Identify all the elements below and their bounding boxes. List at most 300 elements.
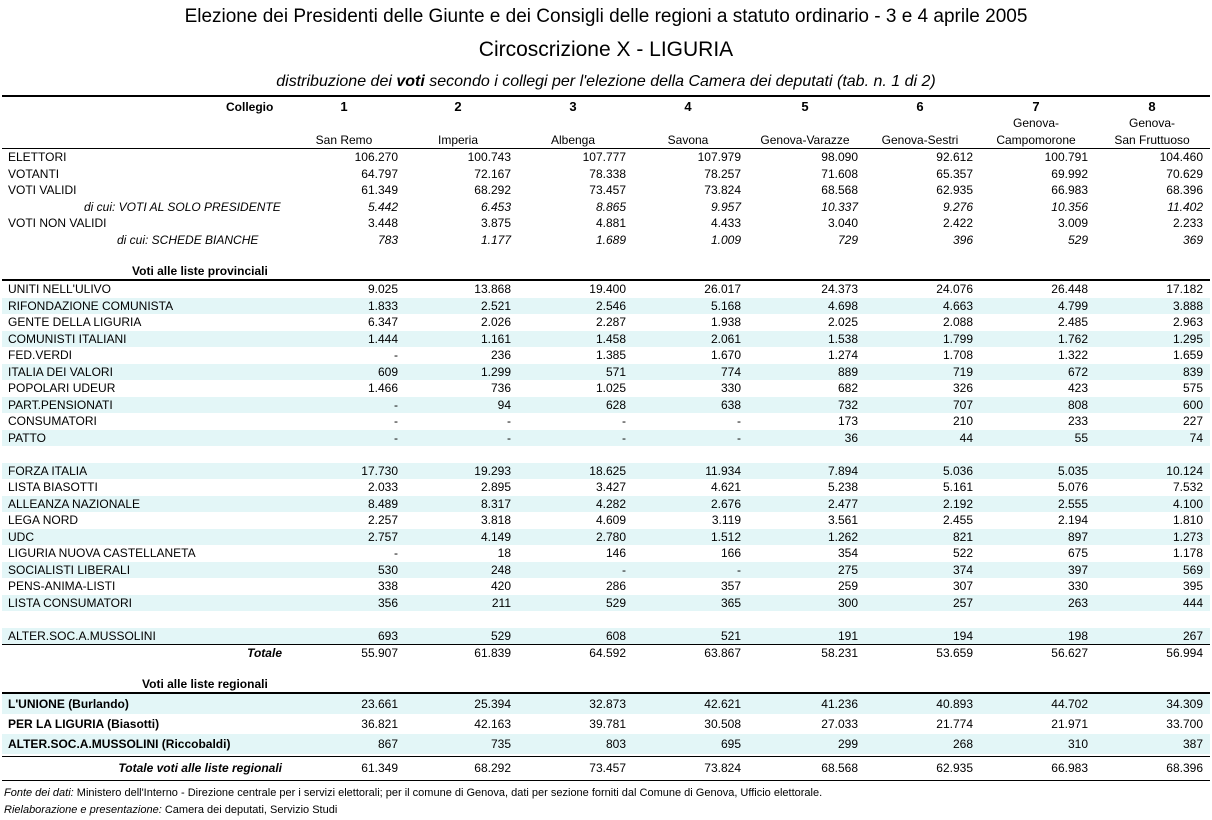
row-value: 675 — [1067, 546, 1088, 560]
row-value: 2.780 — [595, 529, 626, 544]
row-value: 286 — [605, 579, 626, 593]
row-value: 330 — [720, 381, 741, 395]
row-value: 68.396 — [1166, 761, 1203, 775]
row-label: UDC — [8, 529, 34, 544]
row-value: 2.963 — [1172, 315, 1203, 329]
row-value: 7.532 — [1172, 480, 1203, 494]
row-value: 2.033 — [367, 480, 398, 494]
row-value: 395 — [1182, 579, 1203, 593]
row-value: 387 — [1182, 737, 1203, 751]
row-value: 166 — [720, 546, 741, 560]
provincial-row — [2, 298, 1210, 315]
row-value: 26.448 — [1051, 282, 1088, 296]
row-value: 569 — [1182, 562, 1203, 577]
regional-row — [2, 714, 1210, 734]
row-value: 44 — [959, 430, 973, 445]
row-label: ITALIA DEI VALORI — [8, 364, 113, 379]
table-caption — [0, 73, 1212, 91]
row-value: 3.009 — [1057, 216, 1088, 230]
collegio-label: Collegio — [226, 100, 274, 114]
row-value: 259 — [837, 579, 858, 593]
row-value: 267 — [1182, 628, 1203, 643]
row-value: 8.489 — [367, 496, 398, 511]
row-label: PATTO — [8, 430, 47, 445]
provincial-total-row — [2, 645, 1210, 662]
row-value: 34.309 — [1166, 697, 1203, 711]
row-value: 628 — [605, 397, 626, 412]
column-number: 1 — [340, 99, 348, 114]
row-value: 68.396 — [1166, 183, 1203, 197]
summary-row — [2, 215, 1210, 232]
regional-lists-header: Voti alle liste regionali — [142, 677, 268, 691]
provincial-row — [2, 281, 1210, 298]
row-value: 735 — [490, 737, 511, 751]
row-value: 1.273 — [1172, 529, 1203, 544]
row-value: 1.444 — [367, 331, 398, 346]
row-label: ALTER.SOC.A.MUSSOLINI (Riccobaldi) — [8, 737, 231, 751]
row-value: 27.033 — [821, 717, 858, 731]
row-value: 107.777 — [582, 150, 626, 164]
row-value: 529 — [605, 595, 626, 610]
row-value: 1.262 — [827, 529, 858, 544]
row-value: 55 — [1074, 430, 1088, 445]
regional-row — [2, 734, 1210, 754]
row-value: 17.182 — [1166, 282, 1203, 296]
row-value: 5.161 — [942, 480, 973, 494]
row-value: 263 — [1067, 595, 1088, 610]
row-value: 104.460 — [1159, 150, 1203, 164]
row-value: 300 — [837, 595, 858, 610]
row-value: 2.521 — [480, 298, 511, 313]
row-label: PENS-ANIMA-LISTI — [8, 579, 116, 593]
row-value: 21.971 — [1051, 717, 1088, 731]
row-value: 32.873 — [589, 697, 626, 711]
row-value: 2.895 — [480, 480, 511, 494]
row-value: 2.676 — [710, 496, 741, 511]
table-bottom-rule — [2, 780, 1210, 781]
row-value: - — [394, 397, 398, 412]
row-value: 61.349 — [361, 183, 398, 197]
provincial-row — [2, 479, 1210, 496]
row-value: 8.317 — [480, 496, 511, 511]
row-value: 4.698 — [827, 298, 858, 313]
summary-row — [2, 232, 1210, 249]
row-value: 608 — [605, 628, 626, 643]
column-name-line2: Genova-Sestri — [881, 133, 959, 147]
row-value: - — [622, 430, 626, 445]
column-number: 8 — [1148, 99, 1156, 114]
row-value: 68.568 — [821, 761, 858, 775]
column-name-line1: Genova- — [1012, 116, 1060, 130]
row-value: 69.992 — [1051, 166, 1088, 181]
row-value: 4.282 — [595, 496, 626, 511]
caption-bold: voti — [396, 73, 425, 90]
row-value: 571 — [605, 364, 626, 379]
row-value: 73.824 — [704, 761, 741, 775]
caption-pre: distribuzione dei — [276, 73, 392, 90]
column-number: 4 — [684, 99, 692, 114]
row-value: 2.088 — [942, 315, 973, 329]
row-value: 357 — [720, 579, 741, 593]
summary-row — [2, 166, 1210, 183]
column-name-line2: Imperia — [437, 133, 478, 147]
row-value: 64.797 — [361, 166, 398, 181]
footnote-credits — [4, 804, 337, 816]
row-value: 56.994 — [1166, 646, 1203, 660]
row-value: 2.546 — [595, 298, 626, 313]
row-value: 72.167 — [474, 166, 511, 181]
footnote-source-text: Ministero dell'Interno - Direzione centrale per i servizi elettorali; per il comune di Genova, dati per sezione forniti dal Comune di Genova, Ufficio elettorale. — [76, 787, 823, 799]
row-value: 2.422 — [942, 216, 973, 230]
row-value: 2.257 — [367, 513, 398, 527]
row-value: 3.427 — [595, 480, 626, 494]
row-value: 1.274 — [827, 348, 858, 362]
provincial-row — [2, 578, 1210, 595]
row-value: 100.791 — [1044, 150, 1088, 164]
row-value: 3.119 — [711, 513, 741, 527]
row-value: 1.762 — [1057, 331, 1088, 346]
row-value: 326 — [952, 381, 973, 395]
row-value: 10.356 — [1051, 199, 1088, 214]
row-value: 1.689 — [595, 232, 626, 247]
row-value: 529 — [490, 628, 511, 643]
row-value: 575 — [1182, 381, 1203, 395]
row-label: di cui: SCHEDE BIANCHE — [117, 232, 259, 247]
row-value: 707 — [952, 397, 973, 412]
row-label: LIGURIA NUOVA CASTELLANETA — [8, 546, 196, 560]
row-value: - — [507, 430, 511, 445]
row-value: 19.400 — [589, 282, 626, 296]
row-value: 397 — [1067, 562, 1088, 577]
row-value: 9.025 — [367, 282, 398, 296]
row-value: 62.935 — [936, 761, 973, 775]
row-value: 11.402 — [1167, 199, 1203, 214]
row-value: 5.168 — [710, 298, 741, 313]
row-value: 191 — [837, 628, 858, 643]
row-value: 4.433 — [710, 216, 741, 230]
row-value: 521 — [720, 628, 741, 643]
provincial-row — [2, 512, 1210, 529]
row-value: 4.799 — [1057, 298, 1088, 313]
row-value: 44.702 — [1051, 697, 1088, 711]
row-value: 7.894 — [827, 463, 858, 478]
row-value: 10.124 — [1166, 463, 1203, 478]
row-value: 64.592 — [589, 646, 626, 660]
row-value: 36 — [844, 430, 858, 445]
row-label: LISTA BIASOTTI — [8, 480, 98, 494]
row-label: VOTI VALIDI — [8, 183, 77, 197]
row-value: - — [622, 414, 626, 428]
row-value: 2.026 — [480, 315, 511, 329]
row-value: 774 — [720, 364, 741, 379]
row-value: 4.100 — [1172, 496, 1203, 511]
provincial-row — [2, 611, 1210, 628]
row-value: 66.983 — [1051, 183, 1088, 197]
row-value: 5.076 — [1057, 480, 1088, 494]
row-value: 41.236 — [821, 697, 858, 711]
row-value: 257 — [952, 595, 973, 610]
row-value: 420 — [490, 579, 511, 593]
provincial-lists-header: Voti alle liste provinciali — [132, 264, 268, 278]
row-value: 61.349 — [361, 761, 398, 775]
row-value: 444 — [1182, 595, 1203, 610]
row-value: 3.561 — [827, 513, 858, 527]
row-value: 233 — [1067, 414, 1088, 428]
row-value: 5.035 — [1057, 463, 1088, 478]
provincial-row — [2, 446, 1210, 463]
row-label: ALTER.SOC.A.MUSSOLINI — [8, 628, 156, 643]
row-value: 21.774 — [936, 717, 973, 731]
row-value: 693 — [377, 628, 398, 643]
column-name-line1: Genova- — [1128, 116, 1176, 130]
row-value: 78.257 — [704, 166, 741, 181]
row-value: 1.025 — [595, 381, 626, 395]
provincial-row — [2, 331, 1210, 348]
row-value: 2.477 — [827, 496, 858, 511]
row-value: 783 — [377, 232, 398, 247]
row-value: 42.621 — [704, 697, 741, 711]
row-value: 58.231 — [821, 646, 858, 660]
row-label: VOTI NON VALIDI — [8, 216, 107, 230]
row-value: 2.287 — [595, 315, 626, 329]
row-label: di cui: VOTI AL SOLO PRESIDENTE — [84, 199, 281, 214]
row-value: 672 — [1067, 364, 1088, 379]
provincial-row — [2, 397, 1210, 414]
row-value: 1.322 — [1057, 348, 1088, 362]
row-value: 66.983 — [1051, 761, 1088, 775]
column-name-line2: San Fruttuoso — [1114, 133, 1190, 147]
row-label: LISTA CONSUMATORI — [8, 595, 133, 610]
row-value: 522 — [952, 546, 973, 560]
row-value: 63.867 — [704, 646, 741, 660]
row-value: - — [394, 414, 398, 428]
row-value: - — [622, 562, 626, 577]
row-value: 1.295 — [1172, 331, 1203, 346]
row-value: 719 — [952, 364, 973, 379]
column-name-line2: Campomorone — [996, 133, 1076, 147]
summary-row — [2, 199, 1210, 216]
row-value: 248 — [490, 562, 511, 577]
row-value: 9.276 — [942, 199, 973, 214]
summary-row — [2, 149, 1210, 166]
row-value: 839 — [1182, 364, 1203, 379]
row-value: 2.194 — [1057, 513, 1088, 527]
row-value: 73.457 — [589, 183, 626, 197]
row-value: 423 — [1067, 381, 1088, 395]
row-value: 42.163 — [474, 717, 511, 731]
regional-row — [2, 694, 1210, 714]
row-value: 808 — [1067, 397, 1088, 412]
column-name-line2: San Remo — [315, 133, 373, 147]
column-number: 3 — [569, 99, 577, 114]
row-value: 5.036 — [942, 463, 973, 478]
row-value: 369 — [1182, 232, 1203, 247]
row-value: 198 — [1067, 628, 1088, 643]
row-value: 107.979 — [697, 150, 741, 164]
row-value: 53.659 — [936, 646, 973, 660]
row-label: RIFONDAZIONE COMUNISTA — [8, 298, 174, 313]
row-value: 1.009 — [710, 232, 741, 247]
row-value: 68.292 — [474, 761, 511, 775]
row-value: 40.893 — [936, 697, 973, 711]
row-value: 867 — [377, 737, 398, 751]
row-value: 268 — [952, 737, 973, 751]
row-value: 10.337 — [821, 199, 858, 214]
row-value: 889 — [837, 364, 858, 379]
footnote-credits-text: Camera dei deputati, Servizio Studi — [164, 804, 338, 816]
row-value: 98.090 — [821, 150, 858, 164]
provincial-row — [2, 545, 1210, 562]
provincial-row — [2, 529, 1210, 546]
row-value: 236 — [490, 348, 511, 362]
row-value: 1.512 — [710, 529, 741, 544]
caption-post: secondo i collegi per l'elezione della Camera dei deputati (tab. n. 1 di 2) — [429, 73, 936, 90]
row-value: 146 — [605, 546, 626, 560]
row-value: 2.757 — [367, 529, 398, 544]
row-value: 73.824 — [704, 183, 741, 197]
row-value: 106.270 — [354, 150, 398, 164]
row-value: 6.453 — [480, 199, 511, 214]
row-value: 56.627 — [1051, 646, 1088, 660]
row-value: 2.555 — [1057, 496, 1088, 511]
row-value: 897 — [1067, 529, 1088, 544]
row-value: - — [737, 562, 741, 577]
row-value: 682 — [837, 381, 858, 395]
row-value: 1.178 — [1172, 546, 1203, 560]
row-value: 1.385 — [595, 348, 626, 362]
row-value: 1.161 — [480, 331, 511, 346]
row-label: COMUNISTI ITALIANI — [8, 331, 127, 346]
row-value: 100.743 — [467, 150, 511, 164]
provincial-row — [2, 364, 1210, 381]
row-value: 6.347 — [367, 315, 398, 329]
row-value: 374 — [952, 562, 973, 577]
row-value: 23.661 — [361, 697, 398, 711]
row-value: 4.149 — [480, 529, 511, 544]
row-value: 638 — [720, 397, 741, 412]
row-label: UNITI NELL'ULIVO — [8, 282, 111, 296]
row-value: 33.700 — [1166, 717, 1203, 731]
row-value: 74 — [1189, 430, 1203, 445]
row-label: Totale voti alle liste regionali — [118, 761, 282, 775]
row-label: POPOLARI UDEUR — [8, 381, 116, 395]
row-value: 530 — [377, 562, 398, 577]
column-number: 6 — [916, 99, 924, 114]
row-value: 94 — [497, 397, 511, 412]
row-value: 24.076 — [936, 282, 973, 296]
row-label: LEGA NORD — [8, 513, 79, 527]
row-value: 8.865 — [595, 199, 626, 214]
row-value: 5.238 — [827, 480, 858, 494]
column-number: 2 — [454, 99, 462, 114]
row-value: 61.839 — [474, 646, 511, 660]
row-value: 3.040 — [827, 216, 858, 230]
provincial-row — [2, 347, 1210, 364]
row-value: 18.625 — [589, 463, 626, 478]
row-value: 17.730 — [361, 463, 398, 478]
row-value: - — [394, 348, 398, 362]
row-value: 354 — [837, 546, 858, 560]
row-value: 13.868 — [474, 282, 511, 296]
row-label: GENTE DELLA LIGURIA — [8, 315, 142, 329]
regional-total-rule — [2, 756, 1210, 757]
footnote-source — [4, 787, 822, 799]
provincial-row — [2, 496, 1210, 513]
row-value: 330 — [1067, 579, 1088, 593]
row-value: 78.338 — [589, 166, 626, 181]
row-value: 210 — [952, 414, 973, 428]
row-value: 338 — [377, 579, 398, 593]
row-value: 5.442 — [367, 199, 398, 214]
row-value: 1.659 — [1172, 348, 1203, 362]
row-label: PER LA LIGURIA (Biasotti) — [8, 717, 160, 731]
row-value: 365 — [720, 595, 741, 610]
provincial-row — [2, 380, 1210, 397]
provincial-row — [2, 628, 1210, 645]
row-value: 70.629 — [1166, 166, 1203, 181]
row-value: 26.017 — [704, 282, 741, 296]
row-value: 307 — [952, 579, 973, 593]
row-value: - — [507, 414, 511, 428]
provincial-row — [2, 430, 1210, 447]
row-value: 55.907 — [361, 646, 398, 660]
row-value: 600 — [1182, 397, 1203, 412]
row-label: PART.PENSIONATI — [8, 397, 113, 412]
row-value: 65.357 — [936, 166, 973, 181]
document-subtitle: Circoscrizione X - LIGURIA — [478, 38, 734, 61]
row-value: 71.608 — [821, 166, 858, 181]
row-value: 227 — [1182, 414, 1203, 428]
row-value: 1.799 — [942, 331, 973, 346]
row-value: 68.292 — [474, 183, 511, 197]
row-value: 2.485 — [1057, 315, 1088, 329]
row-value: 30.508 — [704, 717, 741, 731]
row-value: 1.177 — [480, 232, 511, 247]
row-value: 11.934 — [705, 463, 741, 478]
footnote-source-label: Fonte dei dati: — [4, 787, 74, 799]
row-value: 529 — [1067, 232, 1088, 247]
row-value: 275 — [837, 562, 858, 577]
row-value: 1.810 — [1172, 513, 1203, 527]
row-value: - — [737, 430, 741, 445]
row-value: 9.957 — [710, 199, 741, 214]
row-value: 2.233 — [1172, 216, 1203, 230]
row-label: Totale — [247, 646, 282, 660]
row-label: FED.VERDI — [8, 348, 73, 362]
provincial-row — [2, 413, 1210, 430]
row-value: 2.192 — [942, 496, 973, 511]
row-value: 36.821 — [361, 717, 398, 731]
row-value: 299 — [837, 737, 858, 751]
row-value: 1.938 — [710, 315, 741, 329]
header-top-rule — [2, 95, 1210, 97]
row-value: 3.875 — [480, 216, 511, 230]
row-label: SOCIALISTI LIBERALI — [8, 562, 131, 577]
row-label: VOTANTI — [8, 166, 60, 181]
column-name-line2: Savona — [667, 133, 709, 147]
row-label: L'UNIONE (Burlando) — [8, 697, 129, 711]
row-value: 4.663 — [942, 298, 973, 313]
row-value: 18 — [497, 546, 511, 560]
provincial-row — [2, 463, 1210, 480]
row-value: - — [394, 546, 398, 560]
regional-total-row — [2, 760, 1210, 777]
row-value: 3.888 — [1172, 298, 1203, 313]
document-title: Elezione dei Presidenti delle Giunte e dei Consigli delle regioni a statuto ordinario - 3 e 4 aprile 2005 — [184, 6, 1028, 27]
row-value: 4.621 — [710, 480, 741, 494]
row-value: 729 — [837, 232, 858, 247]
row-label: ALLEANZA NAZIONALE — [8, 496, 141, 511]
